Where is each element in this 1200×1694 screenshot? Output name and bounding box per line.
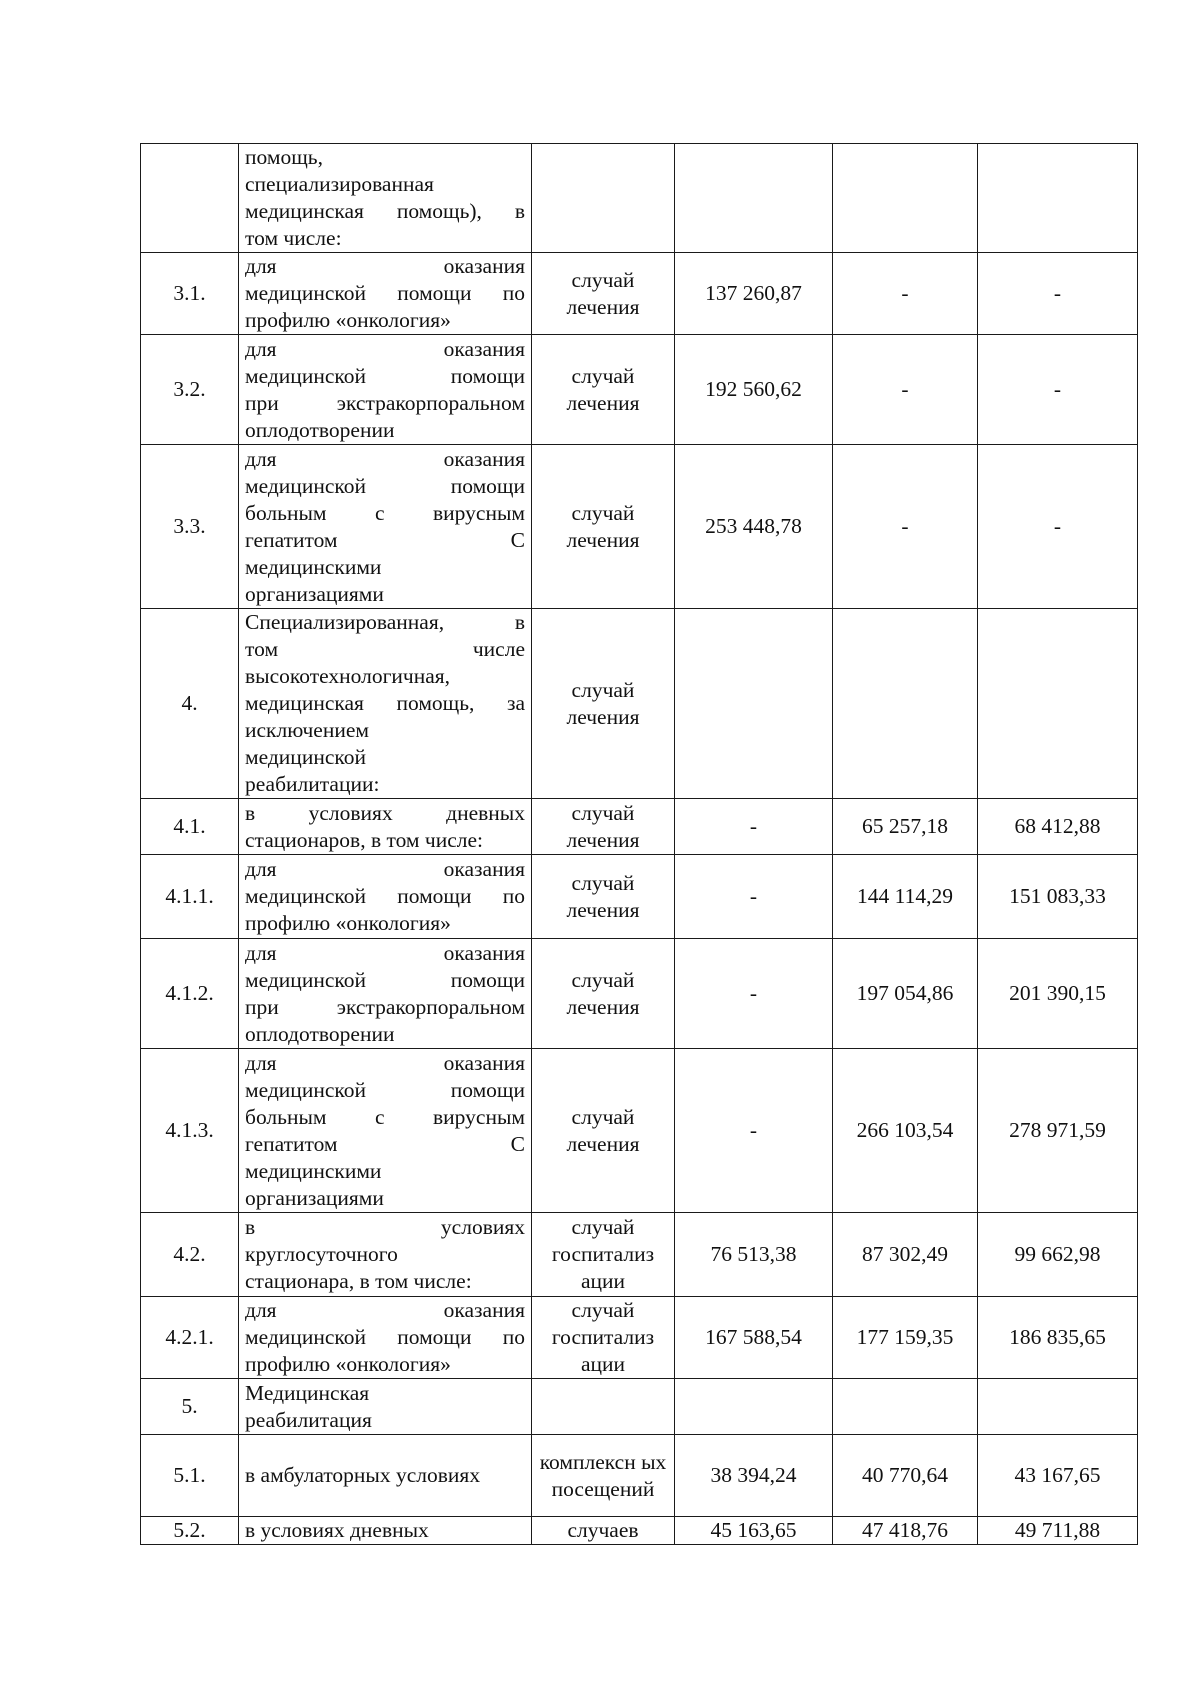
table-row (141, 939, 1138, 1049)
row-value-3: 43 167,65 (978, 1435, 1138, 1517)
row-name-line: медицинской помощи (245, 1077, 525, 1102)
row-value-3 (978, 609, 1138, 799)
row-value-3: 49 711,88 (978, 1517, 1138, 1545)
row-unit: случай лечения (532, 939, 675, 1049)
row-name (239, 253, 532, 335)
row-value-2: - (833, 445, 978, 609)
row-value-1 (675, 144, 833, 253)
row-number: 3.3. (141, 445, 239, 609)
row-name-line: стационара, в том числе: (245, 1269, 472, 1293)
row-name-line: том числе (245, 637, 525, 661)
row-value-2: 65 257,18 (833, 799, 978, 855)
row-name-line: оплодотворении (245, 1021, 395, 1046)
row-name-line: профилю «онкология» (245, 1352, 451, 1376)
row-number: 3.2. (141, 335, 239, 445)
row-number: 3.1. (141, 253, 239, 335)
table-row (141, 1297, 1138, 1379)
row-name (239, 939, 532, 1049)
row-value-3: 68 412,88 (978, 799, 1138, 855)
row-name-line: медицинскими (245, 1158, 382, 1183)
row-name (239, 1435, 532, 1517)
row-name-line: при экстракорпоральном (245, 994, 525, 1019)
row-name (239, 1297, 532, 1379)
row-name-line: Медицинская (245, 1380, 370, 1405)
row-number (141, 144, 239, 253)
row-value-2: 47 418,76 (833, 1517, 978, 1545)
row-value-2: - (833, 253, 978, 335)
row-name-line: в условиях (245, 1215, 525, 1239)
row-value-3: 201 390,15 (978, 939, 1138, 1049)
row-value-2: 87 302,49 (833, 1213, 978, 1297)
row-number: 5.2. (141, 1517, 239, 1545)
table-row (141, 799, 1138, 855)
row-name-line: больным с вирусным (245, 1104, 525, 1129)
row-value-1: 137 260,87 (675, 253, 833, 335)
row-name (239, 1517, 532, 1545)
row-name (239, 144, 532, 253)
row-name-line: организациями (245, 1185, 384, 1210)
row-name-line: исключением (245, 718, 369, 742)
row-value-3 (978, 144, 1138, 253)
row-value-2 (833, 1379, 978, 1435)
row-value-1: - (675, 799, 833, 855)
row-unit: случай госпитализ ации (532, 1297, 675, 1379)
row-unit (532, 1379, 675, 1435)
table-row (141, 1213, 1138, 1297)
row-name-line: для оказания (245, 1298, 525, 1322)
row-name-line: в амбулаторных условиях (245, 1463, 481, 1487)
tariff-table (140, 143, 1138, 1545)
row-value-2 (833, 609, 978, 799)
row-value-1: 45 163,65 (675, 1517, 833, 1545)
row-unit: случай лечения (532, 335, 675, 445)
row-name-line: высокотехнологичная, (245, 664, 451, 688)
row-unit: случаев (532, 1517, 675, 1545)
table-row (141, 1517, 1138, 1545)
row-name-line: профилю «онкология» (245, 911, 451, 935)
row-name (239, 609, 532, 799)
row-name-line: медицинскими (245, 554, 382, 579)
row-name (239, 1379, 532, 1435)
row-unit: комплексн ых посещений (532, 1435, 675, 1517)
row-name-line: круглосуточного (245, 1242, 398, 1266)
row-value-1: 192 560,62 (675, 335, 833, 445)
row-name-line: медицинской помощи (245, 473, 525, 498)
row-number: 5.1. (141, 1435, 239, 1517)
row-name-line: профилю «онкология» (245, 308, 451, 332)
row-value-1: 76 513,38 (675, 1213, 833, 1297)
row-name-line: для оказания (245, 446, 525, 471)
row-name-line: помощь, (245, 145, 323, 169)
row-value-2 (833, 144, 978, 253)
row-unit: случай лечения (532, 253, 675, 335)
row-number: 4. (141, 609, 239, 799)
row-value-1: - (675, 939, 833, 1049)
row-number: 4.1. (141, 799, 239, 855)
row-number: 5. (141, 1379, 239, 1435)
row-name-line: Специализированная, в (245, 610, 525, 634)
row-value-3: - (978, 335, 1138, 445)
row-name-line: для оказания (245, 254, 525, 278)
row-name-line: медицинской (245, 745, 366, 769)
row-name (239, 1049, 532, 1213)
table-row (141, 1049, 1138, 1213)
row-unit: случай лечения (532, 609, 675, 799)
row-name-line: медицинской помощи по (245, 1325, 525, 1349)
row-unit: случай лечения (532, 799, 675, 855)
row-name (239, 855, 532, 939)
table-row (141, 1435, 1138, 1517)
row-name-line: для оказания (245, 1050, 525, 1075)
row-name-line: для оказания (245, 940, 525, 965)
row-name-line: том числе: (245, 226, 342, 250)
row-name (239, 799, 532, 855)
row-number: 4.1.2. (141, 939, 239, 1049)
row-value-1: - (675, 855, 833, 939)
row-value-2: 40 770,64 (833, 1435, 978, 1517)
row-unit: случай лечения (532, 855, 675, 939)
row-value-2: 266 103,54 (833, 1049, 978, 1213)
row-value-3: - (978, 253, 1138, 335)
row-value-2: 144 114,29 (833, 855, 978, 939)
table-row (141, 253, 1138, 335)
row-name (239, 335, 532, 445)
row-number: 4.2. (141, 1213, 239, 1297)
row-value-1 (675, 1379, 833, 1435)
row-unit: случай лечения (532, 445, 675, 609)
row-name-line: для оказания (245, 857, 525, 881)
row-name-line: медицинская помощь), в (245, 199, 525, 223)
row-name-line: при экстракорпоральном (245, 390, 525, 415)
row-value-3: 151 083,33 (978, 855, 1138, 939)
row-name-line: медицинской помощи по (245, 884, 525, 908)
row-value-1: 253 448,78 (675, 445, 833, 609)
row-name (239, 445, 532, 609)
table-row (141, 609, 1138, 799)
row-number: 4.1.3. (141, 1049, 239, 1213)
row-name-line: больным с вирусным (245, 500, 525, 525)
row-name (239, 1213, 532, 1297)
row-name-line: медицинской помощи по (245, 281, 525, 305)
row-value-2: - (833, 335, 978, 445)
row-value-3: 99 662,98 (978, 1213, 1138, 1297)
row-value-3: 186 835,65 (978, 1297, 1138, 1379)
row-name-line: реабилитация (245, 1407, 372, 1432)
row-name-line: реабилитации: (245, 772, 380, 796)
row-value-1: 38 394,24 (675, 1435, 833, 1517)
row-name-line: специализированная (245, 172, 434, 196)
table-row (141, 1379, 1138, 1435)
table-body (141, 144, 1138, 1545)
table-row (141, 855, 1138, 939)
row-name-line: в условиях дневных (245, 800, 525, 825)
row-name-line: медицинская помощь, за (245, 691, 525, 715)
row-value-3: - (978, 445, 1138, 609)
row-name-line: организациями (245, 581, 384, 606)
row-value-1 (675, 609, 833, 799)
row-unit (532, 144, 675, 253)
table-row (141, 445, 1138, 609)
row-number: 4.1.1. (141, 855, 239, 939)
row-name-line: медицинской помощи (245, 967, 525, 992)
row-value-2: 177 159,35 (833, 1297, 978, 1379)
table-row (141, 335, 1138, 445)
row-value-1: - (675, 1049, 833, 1213)
row-name-line: оплодотворении (245, 417, 395, 442)
row-value-1: 167 588,54 (675, 1297, 833, 1379)
table-row (141, 144, 1138, 253)
row-name-line: стационаров, в том числе: (245, 827, 484, 852)
row-name-line: в условиях дневных (245, 1518, 429, 1542)
row-value-2: 197 054,86 (833, 939, 978, 1049)
row-unit: случай госпитализ ации (532, 1213, 675, 1297)
row-name-line: гепатитом С (245, 1131, 525, 1156)
row-unit: случай лечения (532, 1049, 675, 1213)
row-value-3: 278 971,59 (978, 1049, 1138, 1213)
row-name-line: гепатитом С (245, 527, 525, 552)
row-number: 4.2.1. (141, 1297, 239, 1379)
row-name-line: медицинской помощи (245, 363, 525, 388)
row-name-line: для оказания (245, 336, 525, 361)
row-value-3 (978, 1379, 1138, 1435)
